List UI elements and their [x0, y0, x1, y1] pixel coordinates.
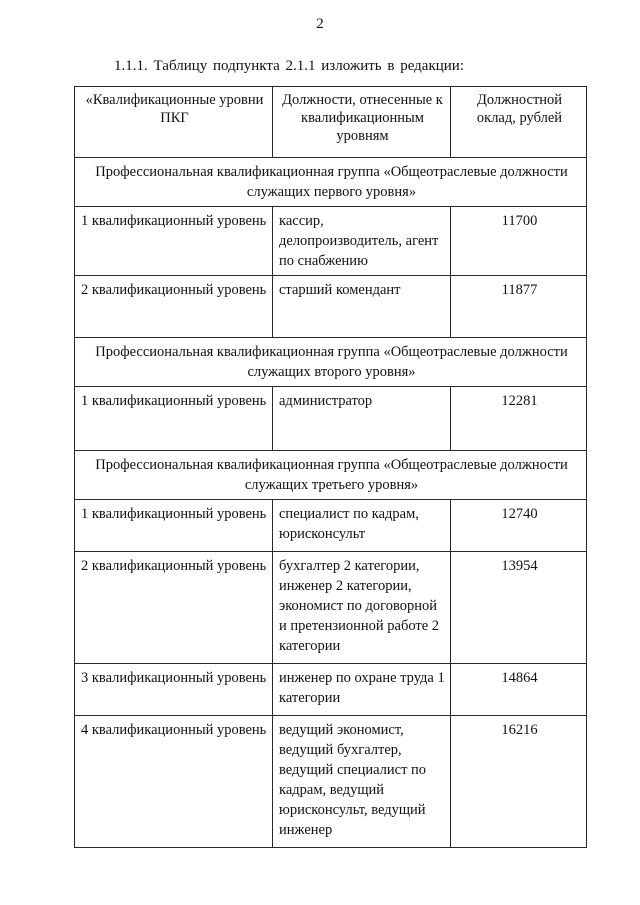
header-level: «Квалификационные уровни ПКГ	[75, 87, 273, 158]
salary-cell: 12740	[451, 500, 587, 552]
table-row	[75, 387, 587, 451]
salary-cell: 16216	[451, 716, 587, 848]
positions-cell: инженер по охране труда 1 категории	[273, 664, 451, 716]
level-cell: 3 квалификационный уровень	[75, 664, 273, 716]
group-title: Профессиональная квалификационная группа «Общеотраслевые должности служащих третьего уровня»	[75, 451, 587, 500]
positions-cell: специалист по кадрам, юрисконсульт	[273, 500, 451, 552]
group-title: Профессиональная квалификационная группа «Общеотраслевые должности служащих второго уровня»	[75, 338, 587, 387]
group-row	[75, 338, 587, 387]
table-row	[75, 207, 587, 276]
group-row	[75, 451, 587, 500]
salary-cell: 11700	[451, 207, 587, 276]
positions-cell: старший комендант	[273, 276, 451, 338]
header-positions: Должности, отнесенные к квалификационным уровням	[273, 87, 451, 158]
intro-paragraph: 1.1.1. Таблицу подпункта 2.1.1 изложить в редакции:	[114, 58, 464, 74]
positions-cell: ведущий экономист, ведущий бухгалтер, ведущий специалист по кадрам, ведущий юрисконсульт, ведущий инженер	[273, 716, 451, 848]
group-row	[75, 158, 587, 207]
page-number: 2	[316, 16, 324, 32]
group-title: Профессиональная квалификационная группа «Общеотраслевые должности служащих первого уровня»	[75, 158, 587, 207]
level-cell: 1 квалификационный уровень	[75, 207, 273, 276]
positions-cell: администратор	[273, 387, 451, 451]
table-row	[75, 552, 587, 664]
level-cell: 2 квалификационный уровень	[75, 552, 273, 664]
table-row	[75, 664, 587, 716]
level-cell: 4 квалификационный уровень	[75, 716, 273, 848]
salary-cell: 11877	[451, 276, 587, 338]
table-row	[75, 716, 587, 848]
salary-cell: 12281	[451, 387, 587, 451]
table-row	[75, 276, 587, 338]
level-cell: 1 квалификационный уровень	[75, 500, 273, 552]
header-salary: Должностной оклад, рублей	[451, 87, 587, 158]
positions-cell: бухгалтер 2 категории, инженер 2 категории, экономист по договорной и претензионной работе 2 категории	[273, 552, 451, 664]
table-header-row	[75, 87, 587, 158]
level-cell: 2 квалификационный уровень	[75, 276, 273, 338]
salary-cell: 14864	[451, 664, 587, 716]
qualification-table	[74, 86, 587, 848]
level-cell: 1 квалификационный уровень	[75, 387, 273, 451]
positions-cell: кассир, делопроизводитель, агент по снабжению	[273, 207, 451, 276]
salary-cell: 13954	[451, 552, 587, 664]
table-row	[75, 500, 587, 552]
